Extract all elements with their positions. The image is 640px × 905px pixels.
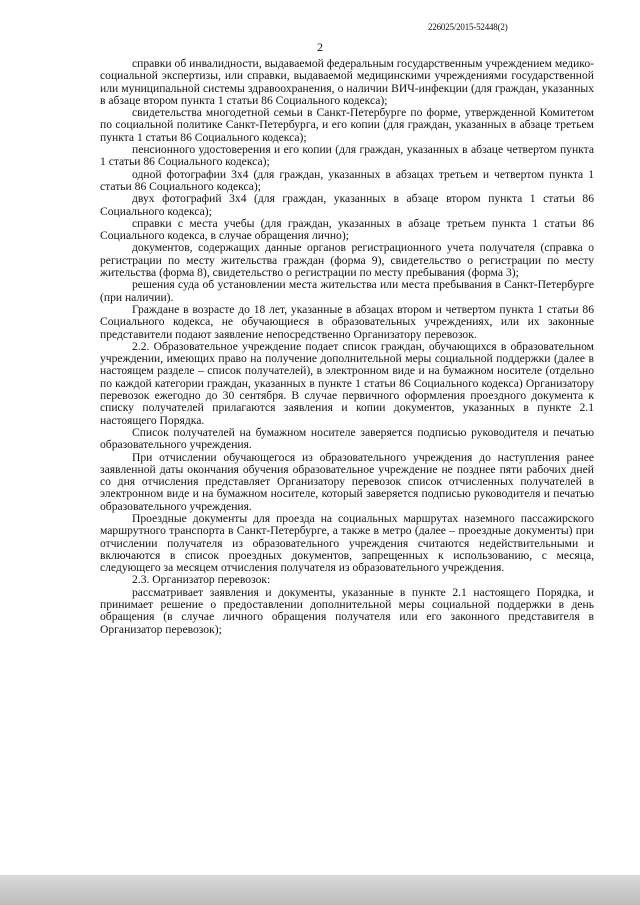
document-body xyxy=(100,58,594,636)
paragraph: 2.3. Организатор перевозок: xyxy=(132,573,271,587)
paragraph: одной фотографии 3х4 (для граждан, указанных в абзацах третьем и четвертом пункта 1 статьи 86 Социального кодекса); xyxy=(100,167,594,193)
paragraph: 2.2. Образовательное учреждение подает список граждан, обучающихся в образовательном учреждении, имеющих право на получение дополнительной меры социальной поддержки (далее в настоящем разделе – список получателей), в электронном виде и на бумажном носителе (отдельно по каждой категории граждан, указанных в пункте 1 статьи 86 Социального кодекса) Организатору перевозок ежегодно до 30 сентября. В случае первичного оформления проездного документа к списку получателей прилагаются заявления и копии документов, указанных в пункте 2.1 настоящего Порядка. xyxy=(100,339,594,427)
paragraph: свидетельства многодетной семьи в Санкт-Петербурге по форме, утвержденной Комитетом по социальной политике Санкт-Петербурга, и его копии (для граждан, указанных в абзаце третьем пункта 1 статьи 86 Социального кодекса); xyxy=(100,106,594,144)
paragraph: Граждане в возрасте до 18 лет, указанные в абзацах втором и четвертом пункта 1 статьи 86 Социального кодекса, не обучающиеся в образовательных учреждениях, или их законные представители подают заявление непосредственно Организатору перевозок. xyxy=(100,302,594,341)
paragraph: решения суда об установлении места жительства или места пребывания в Санкт-Петербурге (при наличии). xyxy=(100,278,594,304)
paragraph: справки с места учебы (для граждан, указанных в абзаце третьем пункта 1 статьи 86 Социального кодекса, в случае обращения лично); xyxy=(100,216,594,243)
paragraph: справки об инвалидности, выдаваемой федеральным государственным учреждением медико-социальной экспертизы, или справки, выдаваемой медицинскими учреждениями государственной или муниципальной системы здравоохранения, о наличии ВИЧ-инфекции (для граждан, указанных в абзаце втором пункта 1 статьи 86 Социального кодекса); xyxy=(100,57,594,107)
paragraph: двух фотографий 3х4 (для граждан, указанных в абзаце втором пункта 1 статьи 86 Социального кодекса); xyxy=(100,192,594,218)
paragraph: Проездные документы для проезда на социальных маршрутах наземного пассажирского маршрутного транспорта в Санкт-Петербурге, а также в метро (далее – проездные документы) при отчислении получателя из образовательного учреждения считаются недействительными и включаются в список проездных документов, запрещенных к использованию, с месяца, следующего за месяцем отчисления получателя из образовательного учреждения. xyxy=(100,511,594,575)
paragraph: Список получателей на бумажном носителе заверяется подписью руководителя и печатью образовательного учреждения. xyxy=(100,425,594,452)
scan-bottom-strip xyxy=(0,875,640,905)
paragraph: пенсионного удостоверения и его копии (для граждан, указанных в абзаце четвертом пункта 1 статьи 86 Социального кодекса); xyxy=(100,143,594,169)
paragraph: рассматривает заявления и документы, указанные в пункте 2.1 настоящего Порядка, и принимает решение о предоставлении дополнительной меры социальной поддержки в день обращения (в случае личного обращения получателя или его законного представителя в Организатор перевозок); xyxy=(100,585,594,636)
paragraph: документов, содержащих данные органов регистрационного учета получателя (справка о регистрации по месту жительства граждан (форма 9), свидетельство о регистрации по месту жительства (форма 8), свидетельство о регистрации по месту пребывания (форма 3); xyxy=(100,241,594,280)
paragraph: При отчислении обучающегося из образовательного учреждения до наступления ранее заявленной даты окончания обучения образовательное учреждение не позднее пяти рабочих дней со дня отчисления представляет Организатору перевозок список отчисленных получателей в электронном виде и на бумажном носителе, который заверяется подписью руководителя и печатью образовательного учреждения. xyxy=(100,450,594,513)
page-number: 2 xyxy=(317,40,323,54)
document-id: 226025/2015-52448(2) xyxy=(428,22,508,32)
